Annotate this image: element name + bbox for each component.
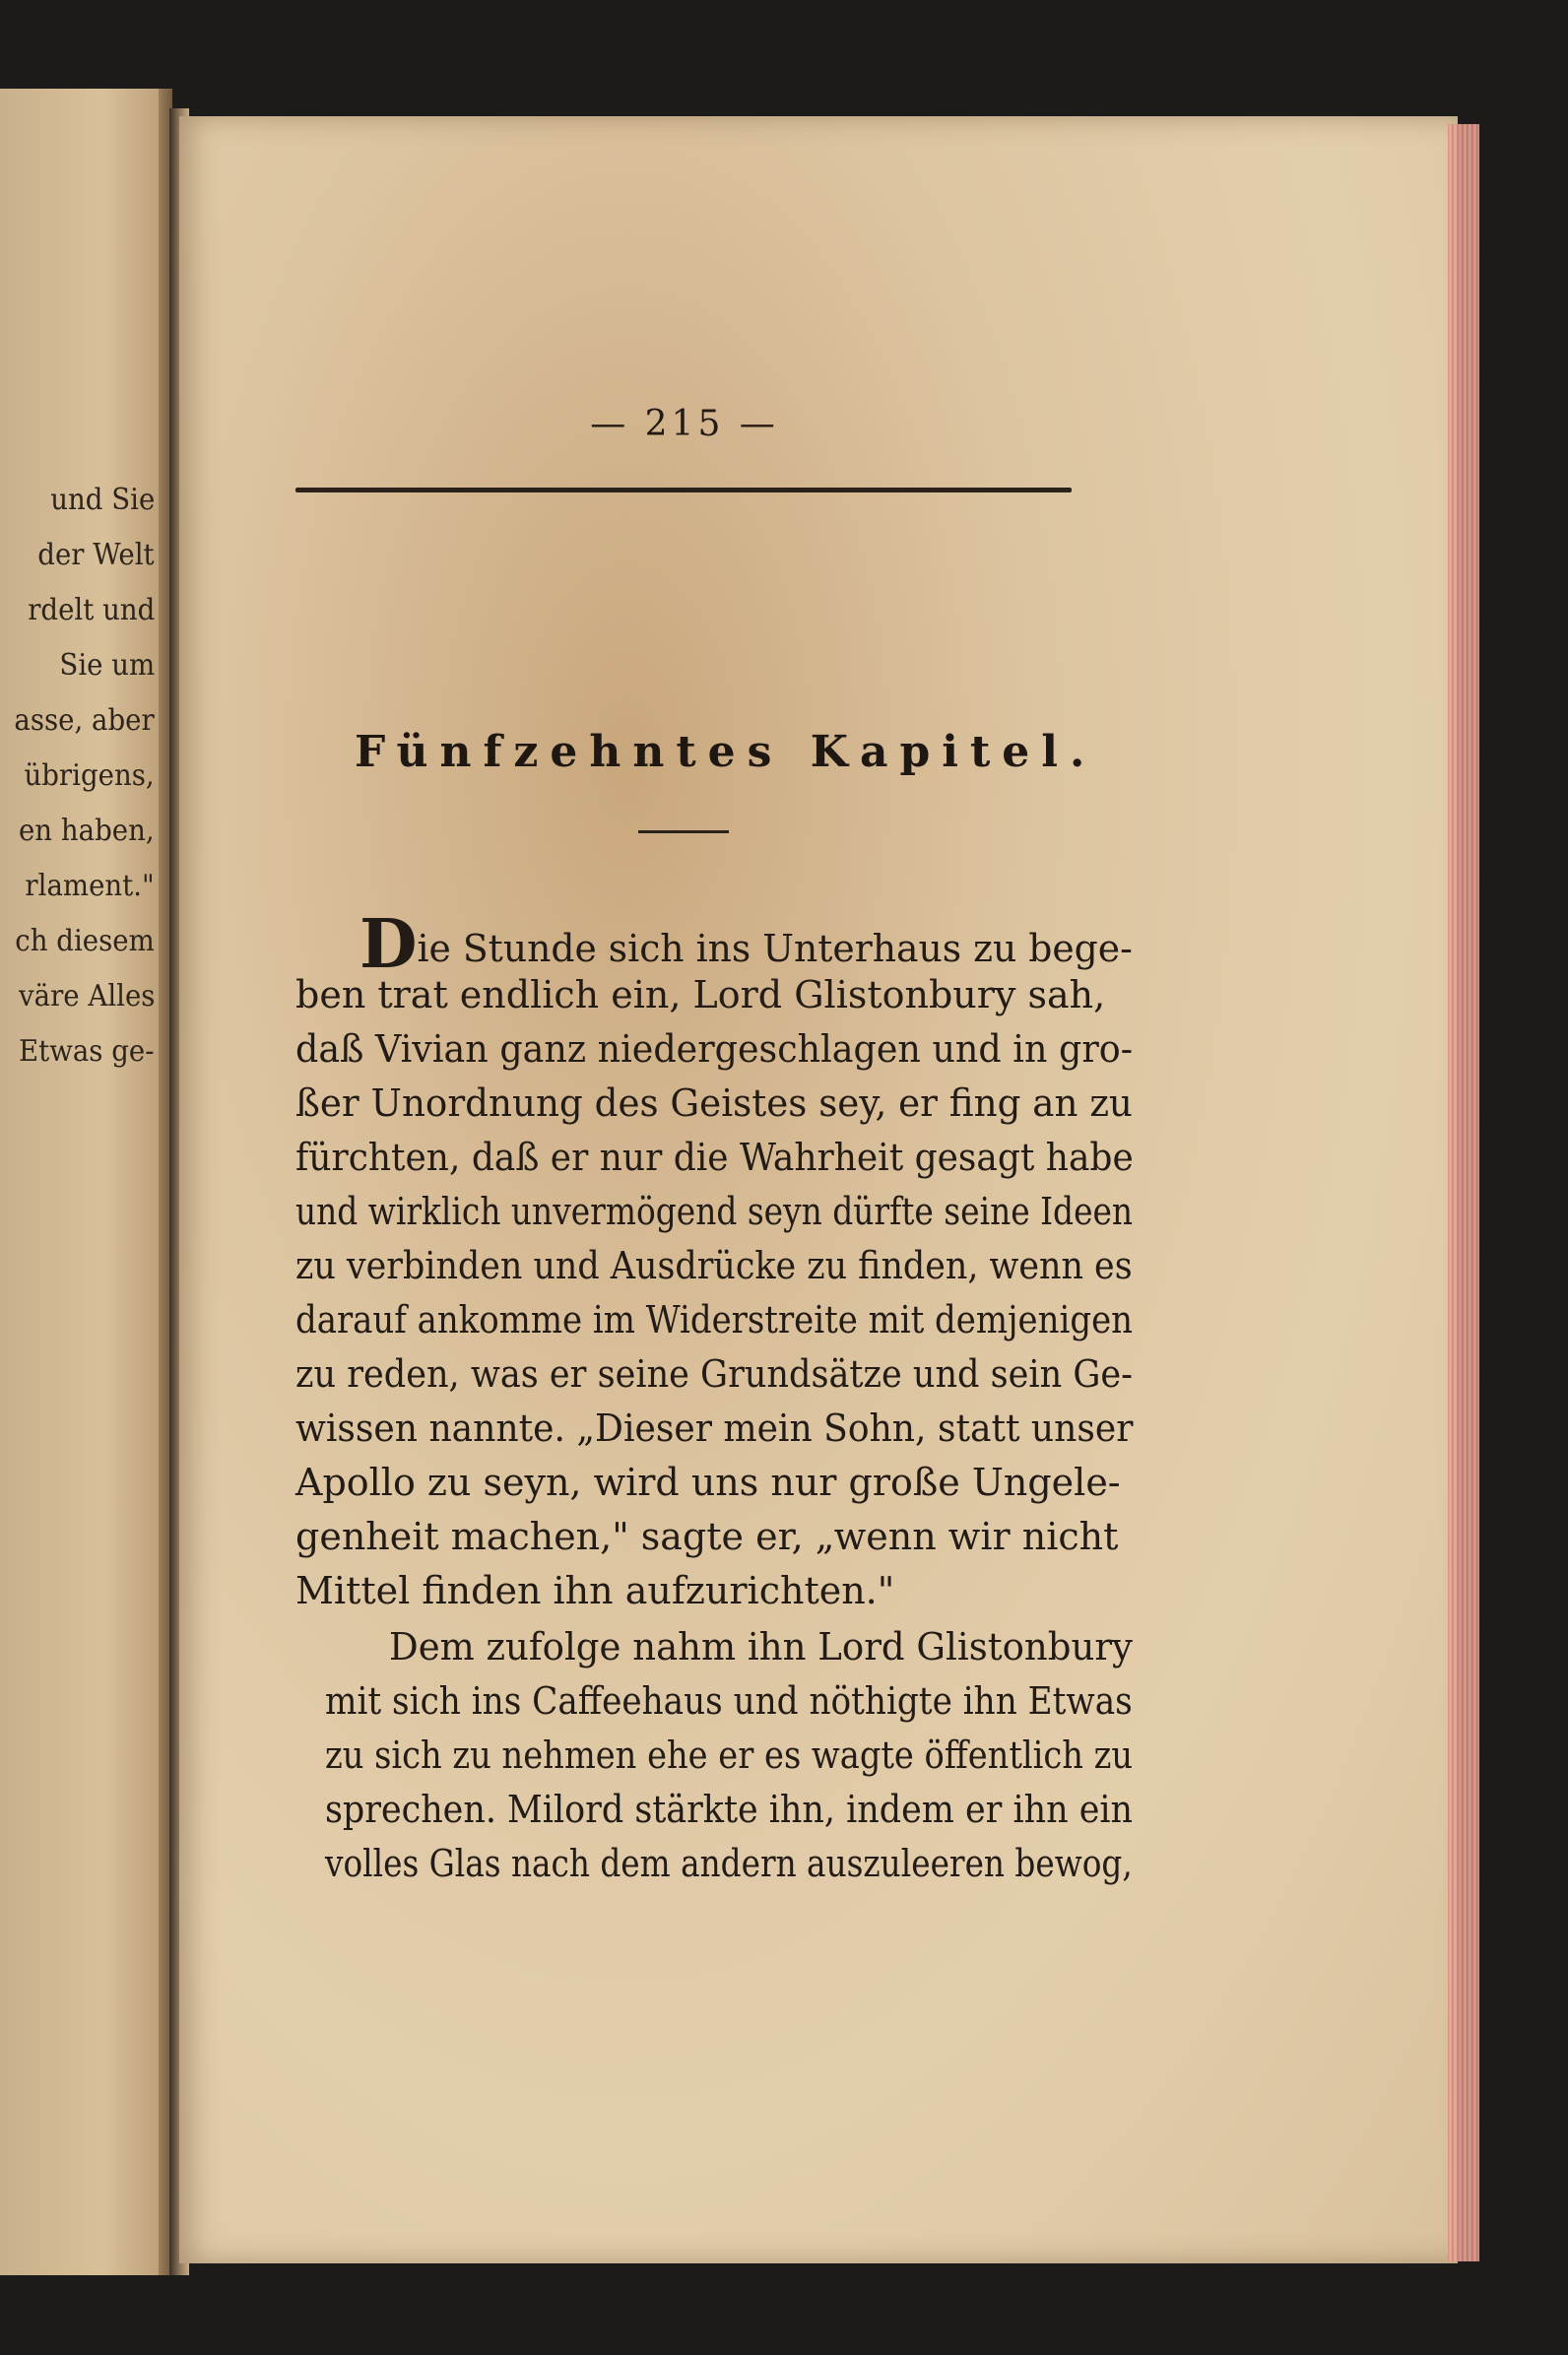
paragraph-line: Mittel finden ihn aufzurichten." <box>295 1569 895 1612</box>
left-text-line: en haben, <box>19 814 155 848</box>
paragraph-line: mit sich ins Caffeehaus und nöthigte ihn Etwas <box>325 1679 1133 1723</box>
drop-cap: D <box>359 905 418 984</box>
paragraph-line: genheit machen," sagte er, „wenn wir nicht <box>295 1515 1119 1558</box>
paragraph-line: ben trat endlich ein, Lord Glistonbury sah, <box>295 973 1106 1016</box>
paragraph-line: ßer Unordnung des Geistes sey, er fing an zu <box>295 1081 1133 1125</box>
paragraph-line: Apollo zu seyn, wird uns nur große Ungele- <box>295 1461 1121 1504</box>
left-text-line: asse, aber <box>14 703 155 738</box>
left-text-line: rdelt und <box>27 593 155 627</box>
left-text-line: übrigens, <box>24 758 155 793</box>
page-fore-edge <box>1448 124 1479 2261</box>
left-text-line: rlament." <box>25 869 155 903</box>
paragraph-line: fürchten, daß er nur die Wahrheit gesagt habe <box>295 1136 1134 1179</box>
paragraph-line: sprechen. Milord stärkte ihn, indem er ihn ein <box>325 1788 1134 1831</box>
paragraph-line: zu verbinden und Ausdrücke zu finden, wenn es <box>295 1244 1133 1287</box>
chapter-title: Fünfzehntes Kapitel. <box>355 727 1097 777</box>
left-page <box>0 89 172 2275</box>
paragraph-line: wissen nannte. „Dieser mein Sohn, statt unser <box>295 1406 1134 1450</box>
header-rule <box>295 488 1072 492</box>
left-text-line: ch diesem <box>15 924 155 958</box>
paragraph-line: und wirklich unvermögend seyn dürfte seine Ideen <box>295 1190 1134 1233</box>
paragraph-line: daß Vivian ganz niedergeschlagen und in gro- <box>295 1027 1134 1071</box>
paragraph-line: volles Glas nach dem andern auszuleeren bewog, <box>325 1842 1133 1885</box>
left-text-line: und Sie <box>49 483 155 517</box>
paragraph-line: zu reden, was er seine Grundsätze und sein Ge- <box>295 1352 1133 1396</box>
left-text-line: Etwas ge- <box>19 1034 155 1069</box>
paragraph-line: Dem zufolge nahm ihn Lord Glistonbury <box>389 1625 1133 1668</box>
paragraph-line: zu sich zu nehmen ehe er es wagte öffentlich zu <box>325 1734 1134 1777</box>
page-number: — 215 — <box>590 404 779 444</box>
title-rule <box>638 830 729 833</box>
left-text-line: väre Alles <box>18 979 155 1014</box>
line-text: ie Stunde sich ins Unterhaus zu bege- <box>417 927 1133 970</box>
left-text-line: Sie um <box>59 648 155 683</box>
paragraph-line <box>359 905 1133 984</box>
paragraph-line: darauf ankomme im Widerstreite mit demjenigen <box>295 1298 1134 1341</box>
left-text-line: der Welt <box>37 538 155 572</box>
